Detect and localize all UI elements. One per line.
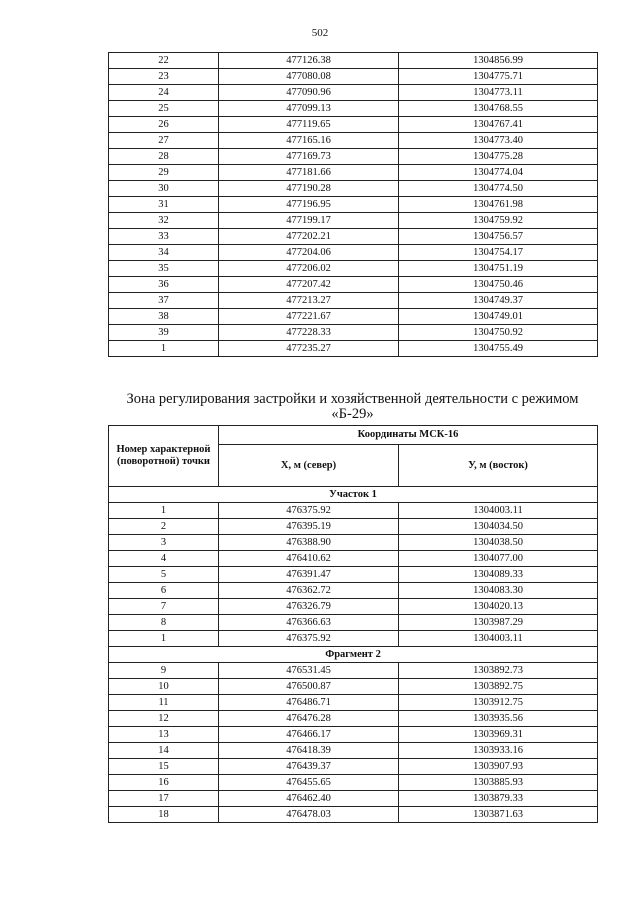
point-number-cell: 15 [109,759,219,775]
y-coordinate-cell: 1304774.04 [399,165,598,181]
x-coordinate-cell: 477202.21 [219,229,399,245]
y-coordinate-cell: 1303987.29 [399,615,598,631]
table-row [109,117,598,133]
point-number-cell: 25 [109,101,219,117]
table-row [109,695,598,711]
point-number-cell: 1 [109,503,219,519]
header-coordinates: Координаты МСК-16 [219,426,598,445]
y-coordinate-cell: 1304749.37 [399,293,598,309]
point-number-cell: 14 [109,743,219,759]
table-row [109,615,598,631]
group-heading-row [109,487,598,503]
y-coordinate-cell: 1304083.30 [399,583,598,599]
point-number-cell: 9 [109,663,219,679]
table-row [109,197,598,213]
x-coordinate-cell: 477204.06 [219,245,399,261]
coordinates-table-continued [108,52,598,357]
x-coordinate-cell: 476391.47 [219,567,399,583]
x-coordinate-cell: 477119.65 [219,117,399,133]
point-number-cell: 2 [109,519,219,535]
x-coordinate-cell: 477080.08 [219,69,399,85]
y-coordinate-cell: 1304755.49 [399,341,598,357]
y-coordinate-cell: 1303892.75 [399,679,598,695]
x-coordinate-cell: 476500.87 [219,679,399,695]
table-row [109,325,598,341]
point-number-cell: 28 [109,149,219,165]
table-row [109,309,598,325]
point-number-cell: 24 [109,85,219,101]
point-number-cell: 29 [109,165,219,181]
y-coordinate-cell: 1304750.92 [399,325,598,341]
x-coordinate-cell: 477169.73 [219,149,399,165]
x-coordinate-cell: 476486.71 [219,695,399,711]
table-row [109,807,598,823]
table-row [109,69,598,85]
point-number-cell: 30 [109,181,219,197]
point-number-cell: 8 [109,615,219,631]
point-number-cell: 11 [109,695,219,711]
table-row [109,261,598,277]
table-row [109,679,598,695]
header-point-number: Номер характерной (поворотной) точки [109,426,219,487]
table-row [109,245,598,261]
point-number-cell: 16 [109,775,219,791]
point-number-cell: 1 [109,631,219,647]
point-number-cell: 6 [109,583,219,599]
table-row [109,165,598,181]
x-coordinate-cell: 477221.67 [219,309,399,325]
x-coordinate-cell: 477199.17 [219,213,399,229]
table-row [109,293,598,309]
table-row [109,181,598,197]
y-coordinate-cell: 1304773.40 [399,133,598,149]
y-coordinate-cell: 1304751.19 [399,261,598,277]
x-coordinate-cell: 476362.72 [219,583,399,599]
point-number-cell: 22 [109,53,219,69]
y-coordinate-cell: 1303969.31 [399,727,598,743]
y-coordinate-cell: 1304756.57 [399,229,598,245]
x-coordinate-cell: 477165.16 [219,133,399,149]
table-row [109,775,598,791]
point-number-cell: 26 [109,117,219,133]
point-number-cell: 31 [109,197,219,213]
y-coordinate-cell: 1303879.33 [399,791,598,807]
y-coordinate-cell: 1304767.41 [399,117,598,133]
x-coordinate-cell: 477206.02 [219,261,399,277]
table-row [109,341,598,357]
x-coordinate-cell: 477181.66 [219,165,399,181]
point-number-cell: 36 [109,277,219,293]
x-coordinate-cell: 476326.79 [219,599,399,615]
table-row [109,101,598,117]
table-row [109,229,598,245]
group-heading: Участок 1 [109,487,598,503]
point-number-cell: 27 [109,133,219,149]
coordinates-table-zone-b29 [108,425,598,823]
x-coordinate-cell: 477190.28 [219,181,399,197]
point-number-cell: 7 [109,599,219,615]
table-row [109,149,598,165]
y-coordinate-cell: 1303885.93 [399,775,598,791]
y-coordinate-cell: 1304759.92 [399,213,598,229]
x-coordinate-cell: 477235.27 [219,341,399,357]
y-coordinate-cell: 1304775.28 [399,149,598,165]
table-row [109,535,598,551]
table-row [109,519,598,535]
y-coordinate-cell: 1304754.17 [399,245,598,261]
point-number-cell: 17 [109,791,219,807]
table-header-row [109,426,598,445]
point-number-cell: 3 [109,535,219,551]
x-coordinate-cell: 476388.90 [219,535,399,551]
y-coordinate-cell: 1304038.50 [399,535,598,551]
y-coordinate-cell: 1304774.50 [399,181,598,197]
table-row [109,551,598,567]
y-coordinate-cell: 1304761.98 [399,197,598,213]
x-coordinate-cell: 477196.95 [219,197,399,213]
point-number-cell: 37 [109,293,219,309]
point-number-cell: 4 [109,551,219,567]
y-coordinate-cell: 1304749.01 [399,309,598,325]
table-row [109,133,598,149]
point-number-cell: 5 [109,567,219,583]
y-coordinate-cell: 1303912.75 [399,695,598,711]
x-coordinate-cell: 476395.19 [219,519,399,535]
table-row [109,85,598,101]
table-row [109,599,598,615]
section-title: Зона регулирования застройки и хозяйственной деятельности с режимом «Б-29» [126,391,579,422]
page-number: 502 [311,27,329,39]
y-coordinate-cell: 1303871.63 [399,807,598,823]
y-coordinate-cell: 1304773.11 [399,85,598,101]
x-coordinate-cell: 476478.03 [219,807,399,823]
y-coordinate-cell: 1304003.11 [399,631,598,647]
x-coordinate-cell: 477228.33 [219,325,399,341]
table-row [109,53,598,69]
point-number-cell: 33 [109,229,219,245]
y-coordinate-cell: 1303933.16 [399,743,598,759]
x-coordinate-cell: 476375.92 [219,503,399,519]
point-number-cell: 32 [109,213,219,229]
y-coordinate-cell: 1304089.33 [399,567,598,583]
table-row [109,743,598,759]
table-row [109,277,598,293]
y-coordinate-cell: 1303892.73 [399,663,598,679]
point-number-cell: 39 [109,325,219,341]
header-y-east: У, м (восток) [399,445,598,487]
point-number-cell: 18 [109,807,219,823]
x-coordinate-cell: 476531.45 [219,663,399,679]
y-coordinate-cell: 1303907.93 [399,759,598,775]
x-coordinate-cell: 476439.37 [219,759,399,775]
y-coordinate-cell: 1304077.00 [399,551,598,567]
x-coordinate-cell: 476476.28 [219,711,399,727]
table-row [109,213,598,229]
table-row [109,663,598,679]
x-coordinate-cell: 477207.42 [219,277,399,293]
x-coordinate-cell: 476410.62 [219,551,399,567]
y-coordinate-cell: 1304020.13 [399,599,598,615]
y-coordinate-cell: 1304856.99 [399,53,598,69]
y-coordinate-cell: 1303935.56 [399,711,598,727]
point-number-cell: 34 [109,245,219,261]
y-coordinate-cell: 1304768.55 [399,101,598,117]
x-coordinate-cell: 477126.38 [219,53,399,69]
point-number-cell: 35 [109,261,219,277]
y-coordinate-cell: 1304034.50 [399,519,598,535]
table-row [109,727,598,743]
point-number-cell: 1 [109,341,219,357]
table-row [109,711,598,727]
table-row [109,503,598,519]
group-heading-row [109,647,598,663]
table-row [109,583,598,599]
x-coordinate-cell: 476466.17 [219,727,399,743]
point-number-cell: 38 [109,309,219,325]
x-coordinate-cell: 476366.63 [219,615,399,631]
x-coordinate-cell: 477099.13 [219,101,399,117]
x-coordinate-cell: 477090.96 [219,85,399,101]
point-number-cell: 12 [109,711,219,727]
y-coordinate-cell: 1304775.71 [399,69,598,85]
header-x-north: X, м (север) [219,445,399,487]
table-row [109,631,598,647]
x-coordinate-cell: 476418.39 [219,743,399,759]
point-number-cell: 13 [109,727,219,743]
table-row [109,759,598,775]
x-coordinate-cell: 476455.65 [219,775,399,791]
point-number-cell: 10 [109,679,219,695]
table-row [109,791,598,807]
group-heading: Фрагмент 2 [109,647,598,663]
point-number-cell: 23 [109,69,219,85]
table-row [109,567,598,583]
x-coordinate-cell: 476375.92 [219,631,399,647]
x-coordinate-cell: 476462.40 [219,791,399,807]
x-coordinate-cell: 477213.27 [219,293,399,309]
y-coordinate-cell: 1304750.46 [399,277,598,293]
y-coordinate-cell: 1304003.11 [399,503,598,519]
